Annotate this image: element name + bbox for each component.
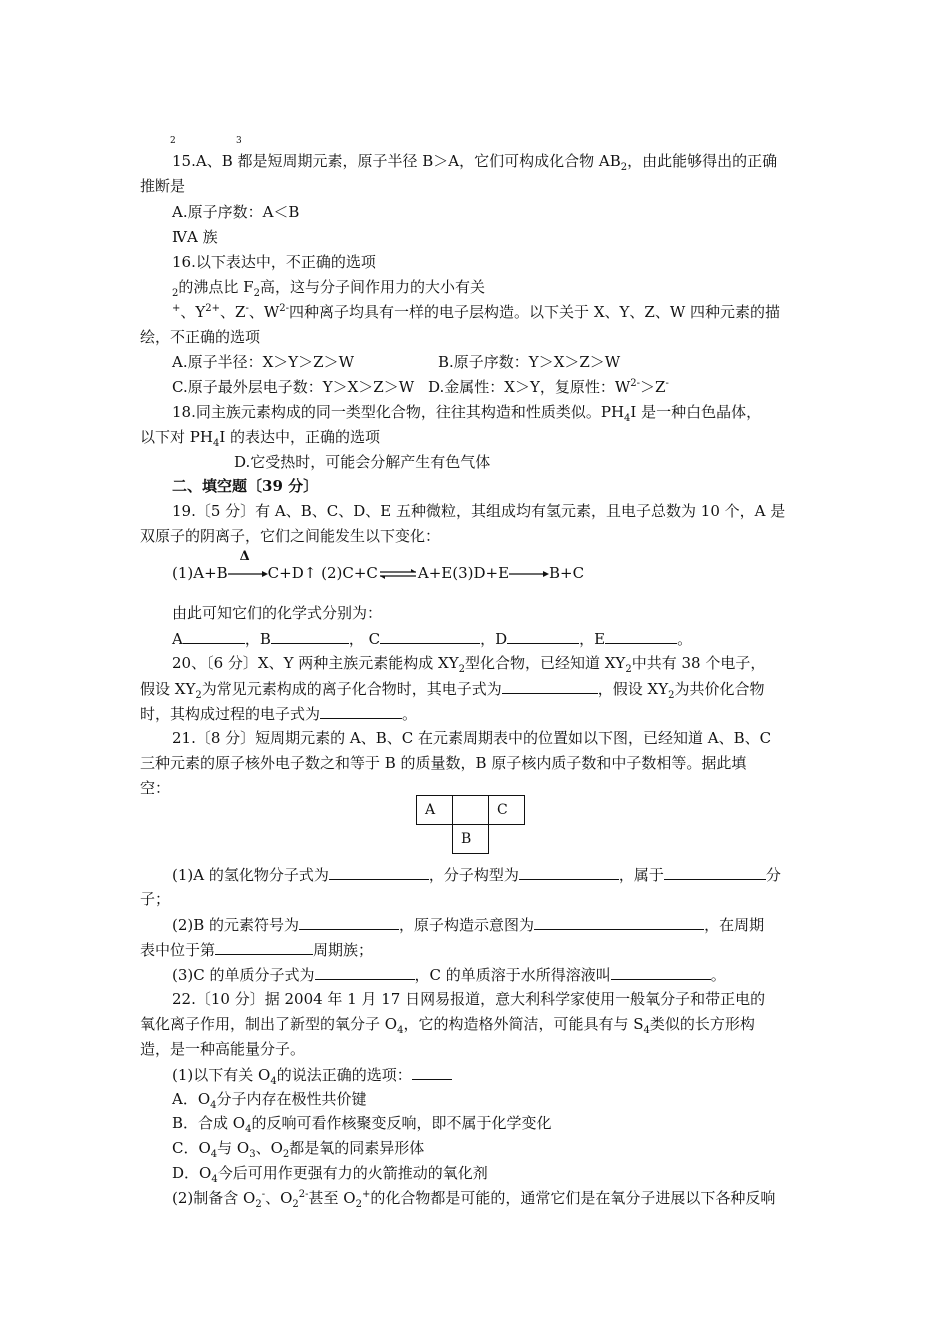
q22-option-a: A．$O_4$分子内存在极性共价键 (172, 1090, 367, 1111)
cell-a: A (417, 796, 453, 825)
q18-line1: 18.同主族元素构成的同一类型化合物，往往其构造和性质类似。$PH_4I$ 是一种白色晶体， (172, 403, 762, 424)
q15-fragment: ⅣA 族 (172, 228, 218, 246)
section-heading: 二、填空题〔39 分〕 (172, 477, 319, 495)
answer-blank[interactable] (534, 914, 704, 930)
q21-part2: (2)B 的元素符号为 ，原子构造示意图为 ，在周期 (172, 916, 765, 934)
right-arrow-icon (228, 568, 268, 580)
q21-part1-cont: 子； (140, 890, 171, 908)
q17-line1: +、$Y^{2+}$、Z-、$W^{2-}$四种离子均具有一样的电子层构造。以下关于 X、Y、Z、W 四种元素的描 (172, 303, 781, 321)
q17-option-a: A.原子半径：X＞Y＞Z＞W (172, 353, 355, 371)
q22-option-d: D．$O_4$今后可用作更强有力的火箭推动的氧化剂 (172, 1164, 488, 1185)
cell-c: C (489, 796, 525, 825)
answer-blank[interactable] (605, 628, 677, 644)
answer-blank[interactable] (380, 628, 480, 644)
cell-empty (453, 796, 489, 825)
q17-option-b: B.原子序数：Y＞X＞Z＞W (438, 353, 621, 371)
q22-line2: 氧化离子作用，制出了新型的氧分子 $O_4$，它的构造格外简洁，可能具有与 $S_4$类似的长方形构 (140, 1015, 755, 1036)
answer-blank[interactable] (519, 864, 619, 880)
q16-line2: $_2$的沸点比 $F_2$高，这与分子间作用力的大小有关 (172, 278, 485, 299)
q21-part1: (1)A 的氢化物分子式为 ，分子构型为 ，属于 分 (172, 866, 781, 884)
cell-blank (417, 825, 453, 854)
q20-line1: 20、〔6 分〕X、Y 两种主族元素能构成 $XY_2$型化合物，已经知道 $XY_2$中共有 38 个电子， (172, 654, 766, 675)
q21-line1: 21.〔8 分〕短周期元素的 A、B、C 在元素周期表中的位置如以下图，已经知道 A、B、C (172, 729, 772, 747)
periodic-table-fragment (416, 795, 525, 854)
q20-line3: 时，其构成过程的电子式为 。 (140, 705, 418, 723)
q15-line1: 15.A、B 都是短周期元素，原子半径 B＞A，它们可构成化合物 $AB_2$，由此能够得出的正确 (172, 152, 778, 173)
cell-blank (489, 825, 525, 854)
heat-symbol: Δ (239, 549, 250, 564)
q22-line3: 造，是一种高能量分子。 (140, 1040, 306, 1058)
q18-line2: 以下对 $PH_4I$ 的表达中，正确的选项 (140, 428, 381, 449)
page-mark-2: 2 (170, 136, 176, 146)
page-mark-3: 3 (236, 136, 242, 146)
answer-blank[interactable] (320, 703, 402, 719)
q19-reactions: (1)A+B Δ C+D↑ (2)C+C A+E(3)D+E B+C (172, 549, 585, 582)
cell-b: B (453, 825, 489, 854)
q19-line3: 由此可知它们的化学式分别为： (172, 604, 383, 622)
q22-part1: (1)以下有关 $O_4$的说法正确的选项： (172, 1064, 452, 1085)
answer-blank[interactable] (412, 1064, 452, 1080)
q22-option-b: B．合成 $O_4$的反响可看作核聚变反响，即不属于化学变化 (172, 1114, 552, 1135)
answer-blank[interactable] (611, 964, 711, 980)
q21-part2-cont: 表中位于第 周期族； (140, 941, 374, 959)
answer-blank[interactable] (215, 939, 313, 955)
answer-blank[interactable] (183, 628, 245, 644)
q22-option-c: C．$O_4$与 $O_3$、$O_2$都是氧的同素异形体 (172, 1139, 425, 1160)
answer-blank[interactable] (299, 914, 399, 930)
q15-line2: 推断是 (140, 177, 186, 195)
equilibrium-arrow-icon (378, 568, 418, 580)
q16-line1: 16.以下表达中，不正确的选项 (172, 253, 376, 271)
q17-line2: 绘，不正确的选项 (140, 328, 261, 346)
answer-blank[interactable] (315, 964, 415, 980)
answer-blank[interactable] (507, 628, 579, 644)
q22-part2: (2)制备含 $O_2^-$、$O_2^{2-}$甚至 $O_2^+$的化合物都是可能的，通常它们是在氧分子进展以下各种反响 (172, 1189, 776, 1210)
q17-option-d: D.金属性：X＞Y，复原性：$W^{2-}>Z^-$ (428, 378, 669, 396)
q19-line2: 双原子的阴离子，它们之间能发生以下变化： (140, 527, 441, 545)
q19-answer-blanks: A ，B ， C ，D ，E 。 (172, 630, 693, 648)
q20-line2: 假设 $XY_2$为常见元素构成的离子化合物时，其电子式为 ，假设 $XY_2$为共价化合物 (140, 680, 765, 701)
answer-blank[interactable] (664, 864, 766, 880)
q19-line1: 19.〔5 分〕有 A、B、C、D、E 五种微粒，其组成均有氢元素，且电子总数为 10 个，A 是 (172, 502, 786, 520)
q17-option-c: C.原子最外层电子数：Y＞X＞Z＞W (172, 378, 415, 396)
heat-arrow (228, 549, 268, 583)
right-arrow-icon (509, 568, 549, 580)
q21-line3: 空： (140, 779, 171, 797)
answer-blank[interactable] (329, 864, 429, 880)
answer-blank[interactable] (502, 678, 598, 694)
q22-line1: 22.〔10 分〕据 2004 年 1 月 17 日网易报道，意大利科学家使用一般氧分子和带正电的 (172, 990, 766, 1008)
q15-option-a: A.原子序数：A＜B (172, 203, 300, 221)
q21-line2: 三种元素的原子核外电子数之和等于 B 的质量数，B 原子核内质子数和中子数相等。据此填 (140, 754, 747, 772)
q21-part3: (3)C 的单质分子式为 ，C 的单质溶于水所得溶液叫 。 (172, 966, 726, 984)
answer-blank[interactable] (271, 628, 349, 644)
q18-option-d: D.它受热时，可能会分解产生有色气体 (234, 453, 491, 471)
